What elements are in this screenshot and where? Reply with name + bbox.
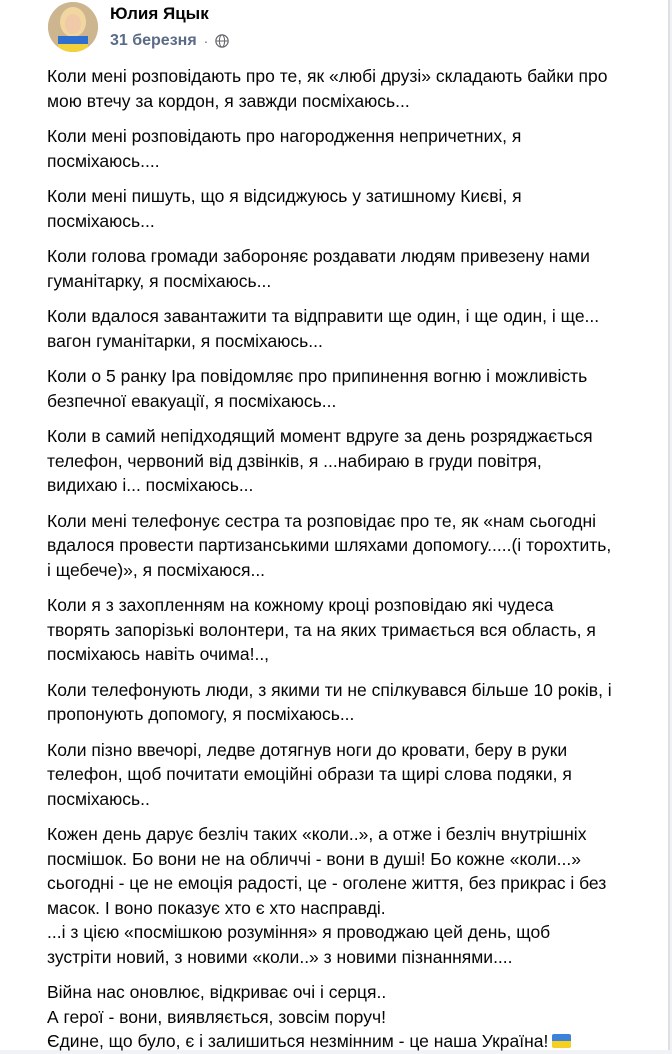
- ukraine-flag-icon: [552, 1034, 571, 1048]
- post-paragraph: Коли мені розповідають про те, як «любі друзі» складають байки про мою втечу за кордон, я завжди посміхаюсь...: [47, 66, 608, 111]
- post-paragraph: Коли голова громади забороняє роздавати людям привезену нами гуманітарку, я посміхаюсь...: [47, 246, 590, 291]
- avatar-photo: [48, 2, 98, 52]
- meta-separator: ·: [203, 33, 209, 49]
- post-paragraph-final: [47, 980, 627, 1054]
- post-paragraph: Коли мені телефонує сестра та розповідає про те, як «нам сьогодні вдалося провести партизанськими шляхами допомогу.....(і торохтить, і щебече)», я посміхаюся...: [47, 510, 612, 580]
- post-paragraph-final-text: Війна нас оновлює, відкриває очі і серця.. А герої - вони, виявляється, зовсім поруч! Єдине, що було, є і залишиться незмінним - це наша Україна!: [47, 982, 549, 1051]
- post-paragraph: Кожен день дарує безліч таких «коли..», а отже і безліч внутрішніх посмішок. Бо вони не на обличчі - вони в душі! Бо кожне «коли...» сьогодні - це не емоція радості, це - оголене життя, без прикрас і без масок. І воно показує хто є хто насправді. ...і з цією «посмішкою розуміння» я проводжаю цей день, щоб зустріти новий, з новими «коли..» з новими пізнаннями....: [47, 824, 607, 967]
- globe-icon[interactable]: [215, 34, 229, 48]
- avatar[interactable]: [48, 2, 98, 52]
- author-name[interactable]: Юлия Яцык: [110, 4, 209, 23]
- post-paragraph: Коли о 5 ранку Іра повідомляє про припинення вогню і можливість безпечної евакуації, я посміхаюсь...: [47, 366, 588, 411]
- post-paragraph: Коли пізно ввечорі, ледве дотягнув ноги до кровати, беру в руки телефон, щоб почитати емоційні образи та щирі слова подяки, я посміхаюсь..: [47, 739, 572, 809]
- post-meta: [110, 32, 229, 50]
- post-paragraph: Коли мені розповідають про нагородження непричетних, я посміхаюсь....: [47, 126, 522, 171]
- post-paragraph: Коли я з захопленням на кожному кроці розповідаю які чудеса творять запорізькі волонтери, та на яких тримається вся область, я посміхаюсь навіть очима!..,: [47, 595, 596, 664]
- post-paragraph: Коли вдалося завантажити та відправити ще один, і ще один, і ще... вагон гуманітарки, я посміхаюсь...: [47, 306, 600, 351]
- post-paragraph: Коли в самий непідходящий момент вдруге за день розряджається телефон, червоний від дзвінків, я ...набираю в груди повітря, видихаю і... посміхаюсь...: [47, 426, 593, 495]
- post-paragraph: Коли телефонують люди, з якими ти не спілкувався більше 10 років, і пропонують допомогу, я посміхаюсь...: [47, 679, 612, 724]
- post-date[interactable]: 31 березня: [110, 32, 197, 49]
- post-paragraph: Коли мені пишуть, що я відсиджуюсь у затишному Києві, я посміхаюсь...: [47, 186, 522, 231]
- post-text: [47, 64, 627, 1054]
